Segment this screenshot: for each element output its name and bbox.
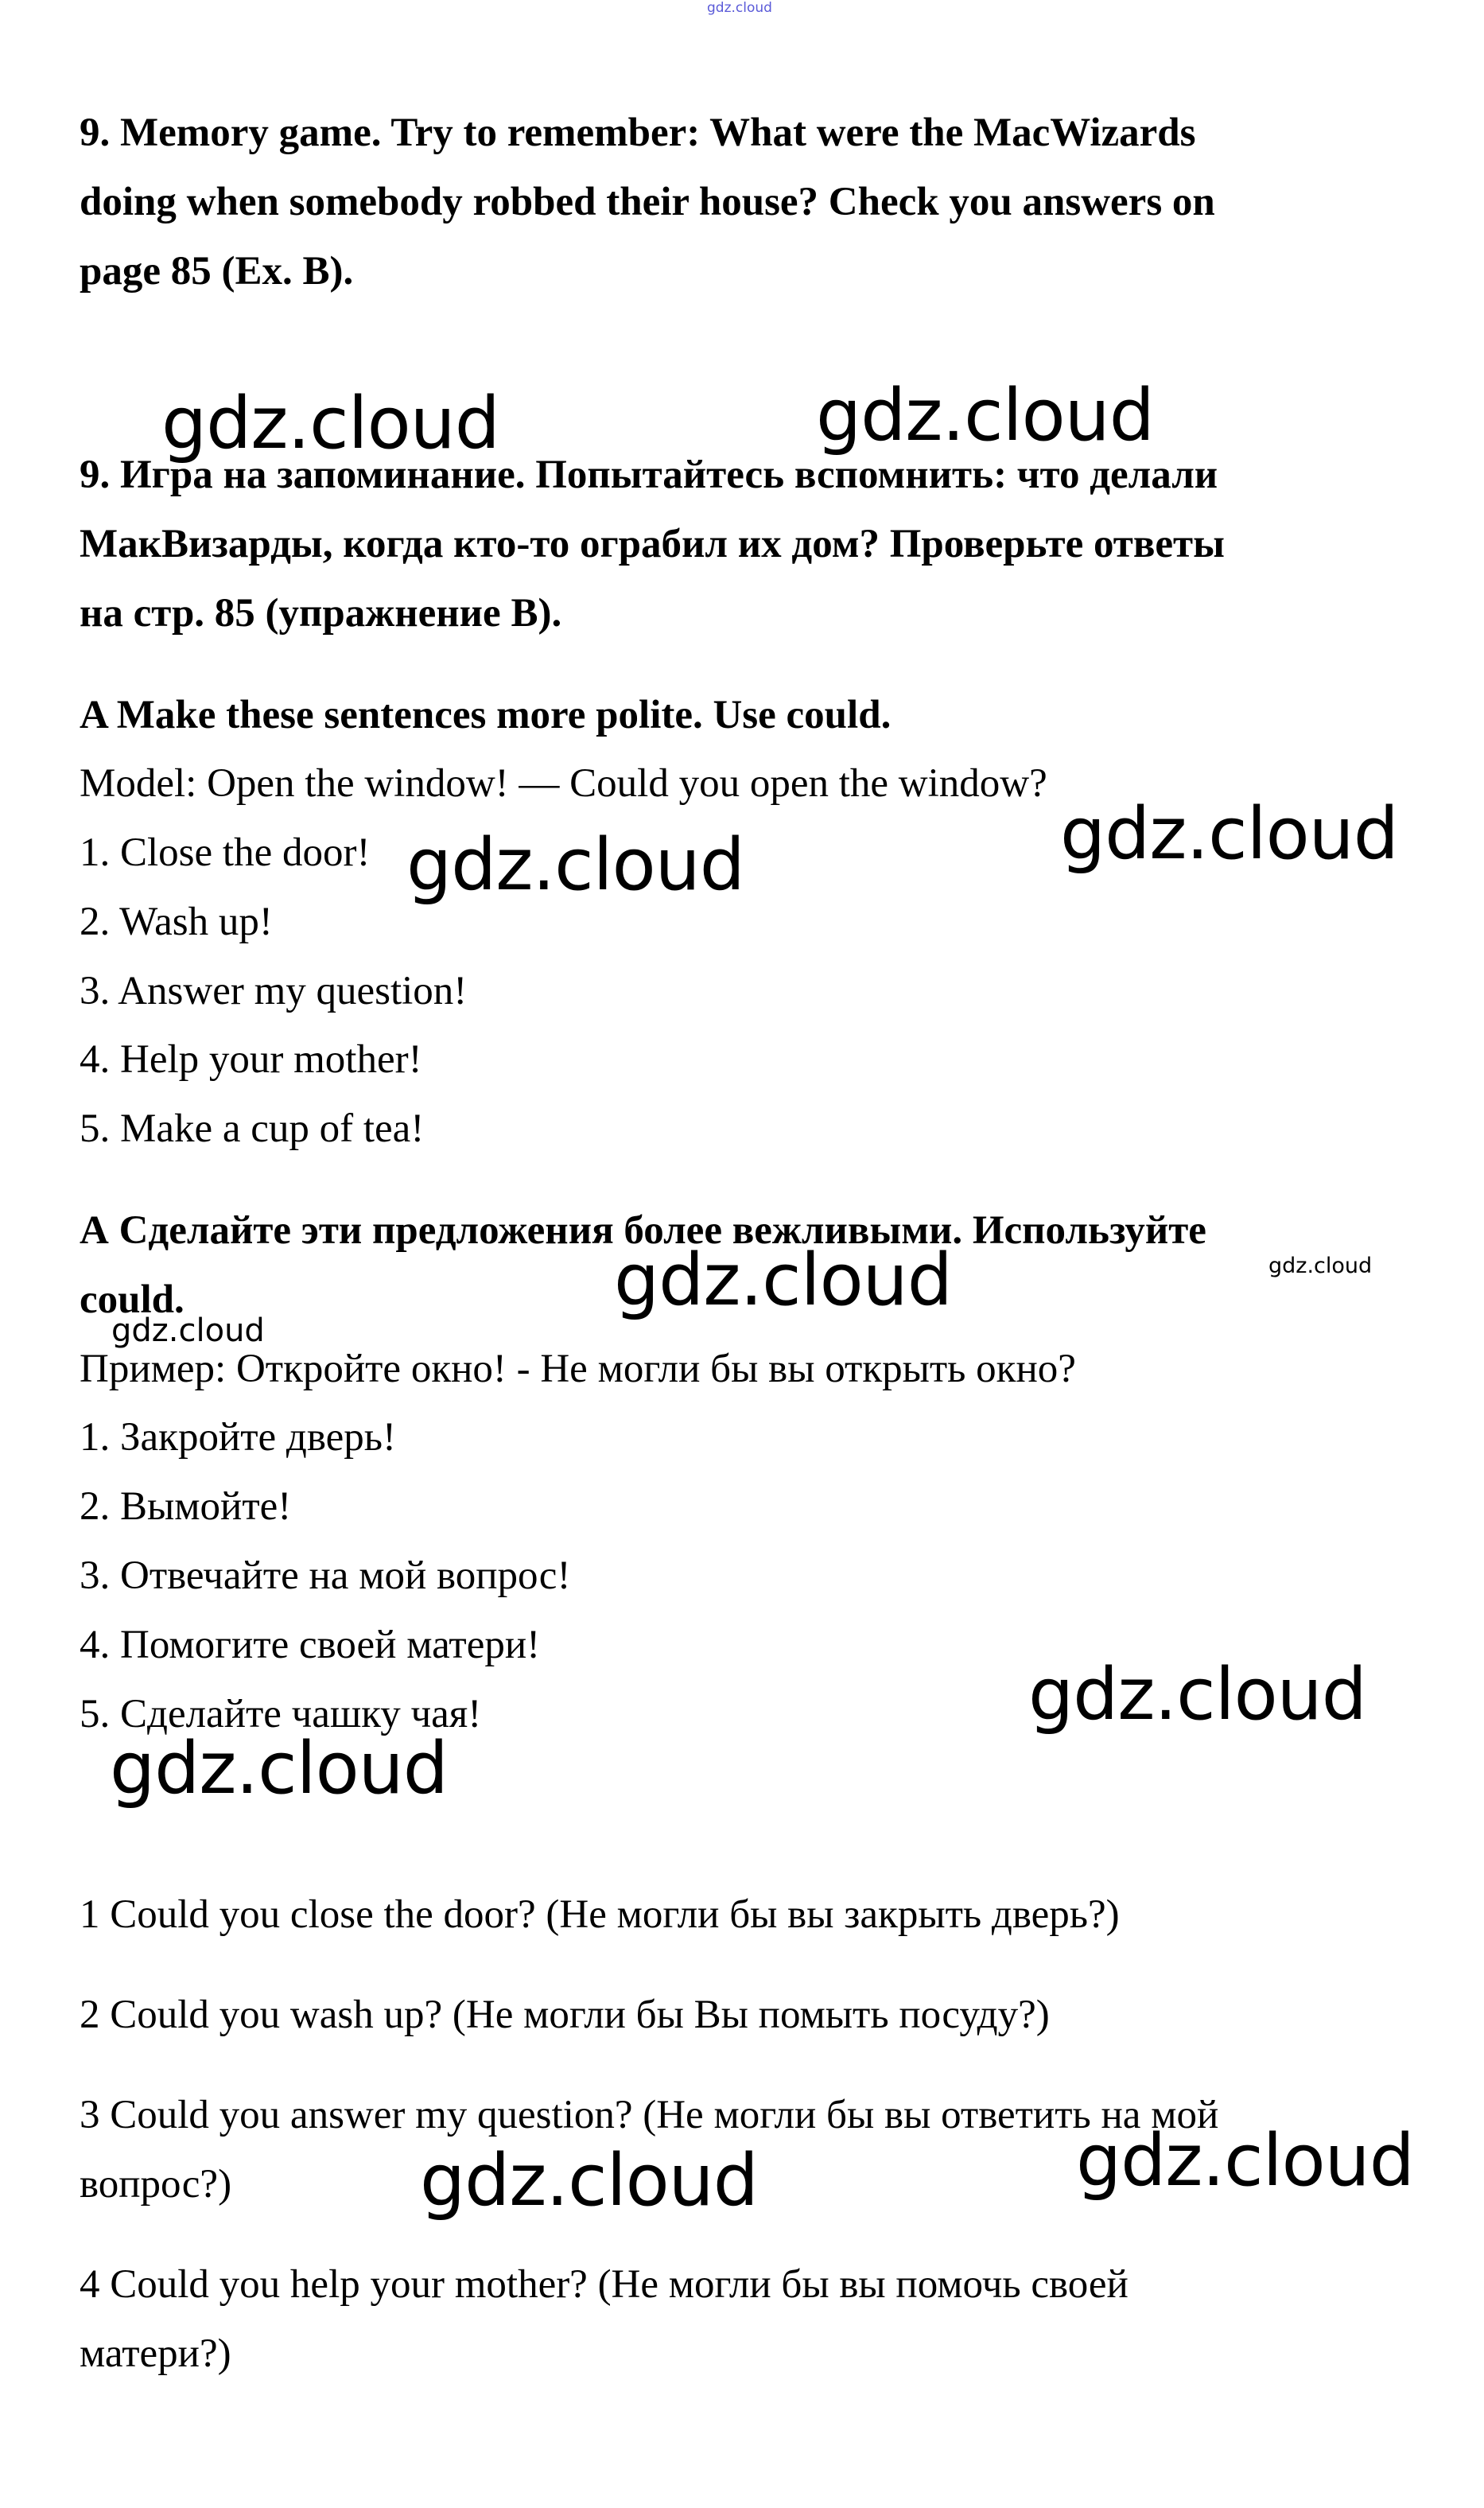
exercise-9-ru-line-1: 9. Игра на запоминание. Попытайтесь вспомнить: что делали <box>80 453 1218 497</box>
top-watermark: gdz.cloud <box>707 0 772 16</box>
exercise-a-ru-item-5: 5. Сделайте чашку чая! <box>80 1692 482 1736</box>
exercise-a-ru-model: Пример: Откройте окно! - Не могли бы вы открыть окно? <box>80 1347 1076 1391</box>
exercise-9-ru-line-3: на стр. 85 (упражнение В). <box>80 591 562 636</box>
exercise-9-en-line-3: page 85 (Ex. B). <box>80 249 354 294</box>
watermark-small: gdz.cloud <box>111 1312 265 1349</box>
exercise-a-ru-item-4: 4. Помогите своей матери! <box>80 1623 541 1667</box>
watermark: gdz.cloud <box>161 382 499 465</box>
exercise-a-en-item-1: 1. Close the door! <box>80 830 371 875</box>
watermark: gdz.cloud <box>1028 1653 1366 1736</box>
exercise-a-en-model: Model: Open the window! — Could you open the window? <box>80 761 1047 806</box>
exercise-a-ru-item-3: 3. Отвечайте на мой вопрос! <box>80 1553 571 1598</box>
answer-line-5: 4 Could you help your mother? (Не могли бы вы помочь своей <box>80 2262 1129 2307</box>
watermark: gdz.cloud <box>614 1238 952 1322</box>
watermark: gdz.cloud <box>1060 792 1398 876</box>
watermark: gdz.cloud <box>1076 2119 1414 2203</box>
exercise-a-en-item-3: 3. Answer my question! <box>80 969 468 1013</box>
exercise-a-en-item-5: 5. Make a cup of tea! <box>80 1106 425 1151</box>
exercise-a-en-title: A Make these sentences more polite. Use could. <box>80 693 892 737</box>
answer-line-3: 3 Could you answer my question? (Не могли бы вы ответить на мой <box>80 2093 1219 2137</box>
exercise-9-ru-line-2: МакВизарды, когда кто-то ограбил их дом? Проверьте ответы <box>80 522 1225 566</box>
watermark-small: gdz.cloud <box>1268 1254 1373 1278</box>
exercise-a-en-item-2: 2. Wash up! <box>80 900 273 944</box>
exercise-9-en-line-2: doing when somebody robbed their house? Check you answers on <box>80 180 1215 224</box>
exercise-9-en-line-1: 9. Memory game. Try to remember: What were the MacWizards <box>80 111 1196 155</box>
exercise-a-ru-title-line-1: А Сделайте эти предложения более вежливыми. Используйте <box>80 1208 1206 1253</box>
watermark: gdz.cloud <box>420 2139 758 2222</box>
answer-line-1: 1 Could you close the door? (Не могли бы вы закрыть дверь?) <box>80 1892 1120 1937</box>
answer-line-2: 2 Could you wash up? (Не могли бы Вы помыть посуду?) <box>80 1993 1050 2037</box>
answer-line-4: вопрос?) <box>80 2162 232 2207</box>
exercise-a-ru-item-2: 2. Вымойте! <box>80 1484 292 1529</box>
exercise-a-ru-item-1: 1. Закройте дверь! <box>80 1415 397 1460</box>
exercise-a-en-item-4: 4. Help your mother! <box>80 1037 422 1082</box>
answer-line-6: матери?) <box>80 2331 231 2376</box>
watermark: gdz.cloud <box>406 823 744 907</box>
watermark: gdz.cloud <box>110 1727 448 1810</box>
exercise-a-ru-title-line-2: could. <box>80 1277 185 1322</box>
watermark: gdz.cloud <box>816 374 1154 457</box>
